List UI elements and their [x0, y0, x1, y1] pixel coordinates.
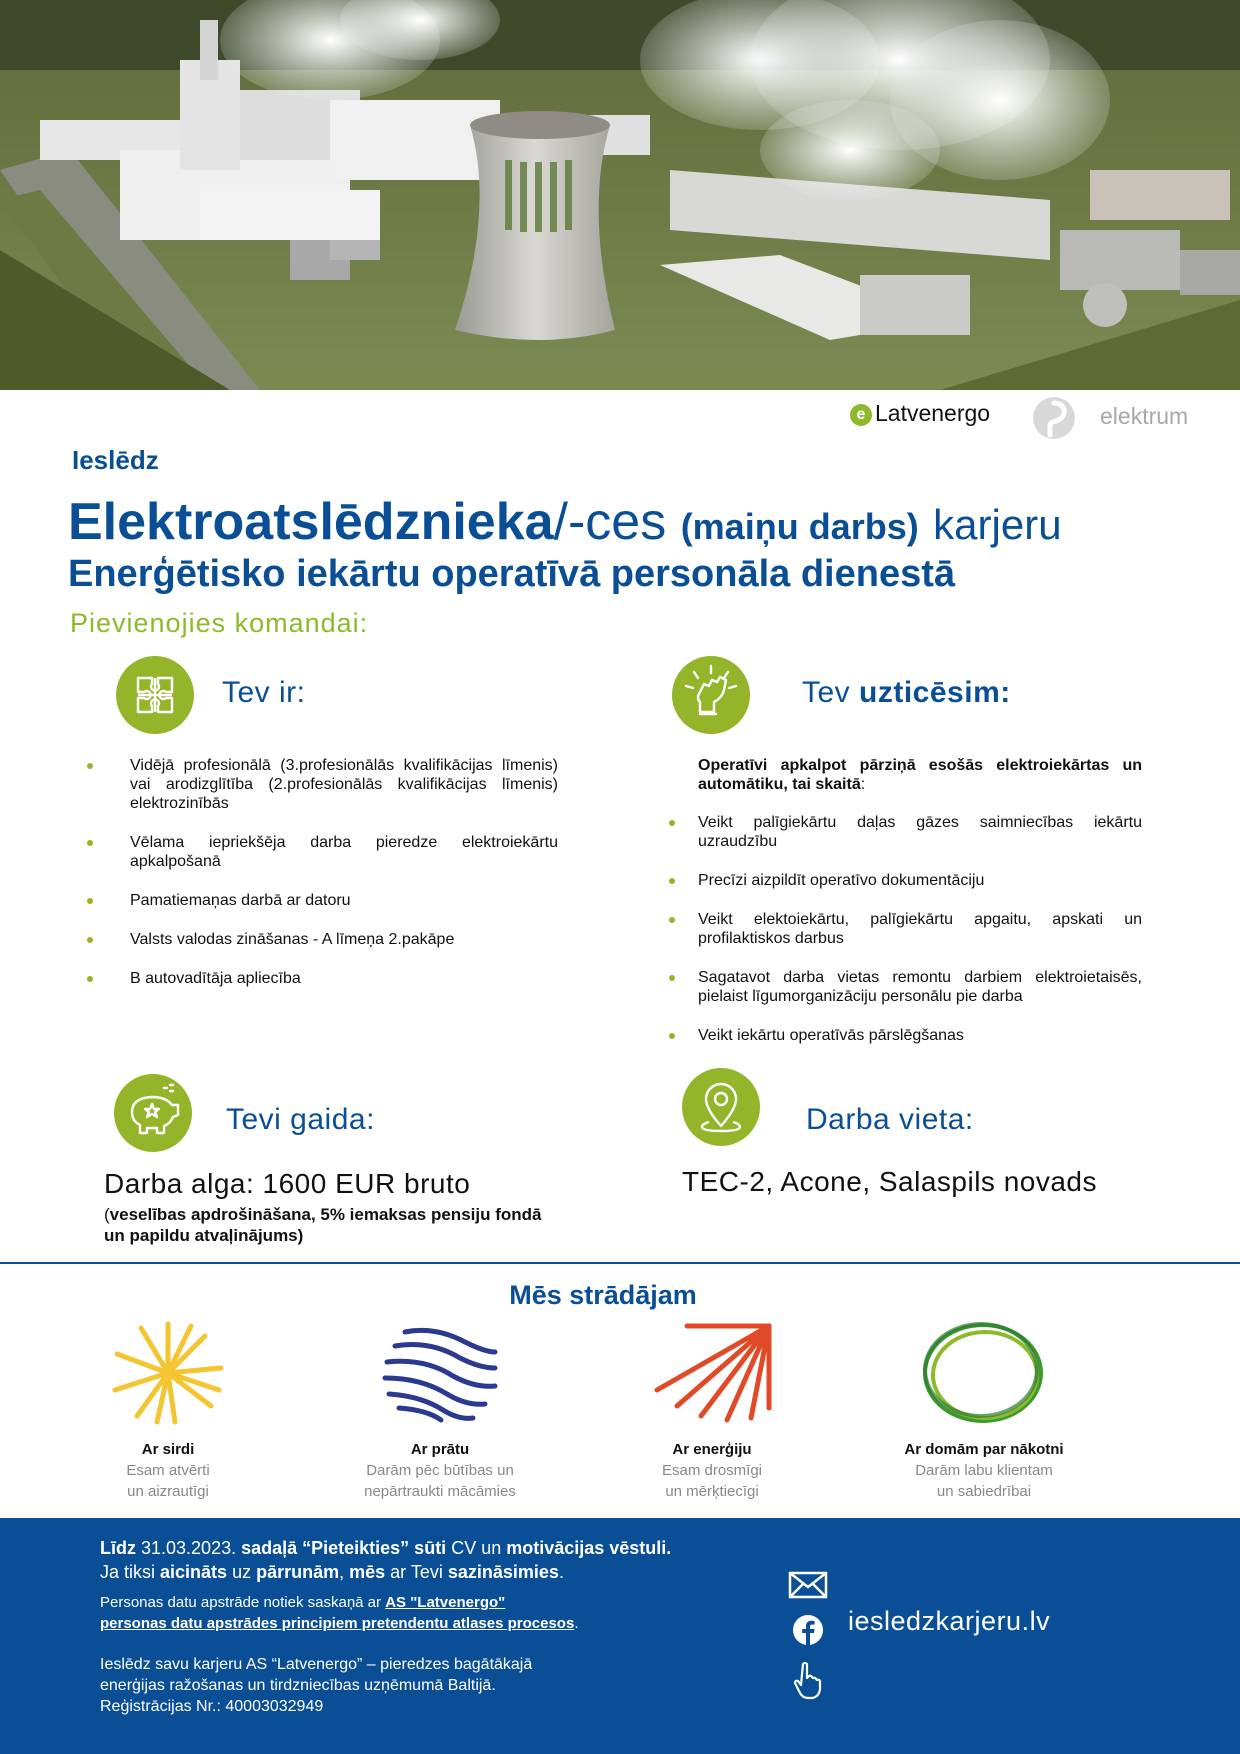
value-text: Esam atvērti — [126, 1462, 210, 1479]
privacy-link[interactable]: personas datu apstrādes principiem pretendentu atlases procesos — [100, 1615, 575, 1632]
partner-logos — [850, 395, 1210, 437]
section-divider — [0, 1262, 1240, 1264]
we-trust-list — [698, 813, 1142, 1065]
we-trust-title: Tev uzticēsim: — [802, 676, 1011, 709]
bullet-icon — [87, 976, 93, 982]
footer — [0, 1518, 1240, 1754]
value-heart — [48, 1318, 288, 1500]
you-have-list — [130, 756, 558, 1008]
puzzle-icon — [116, 656, 194, 734]
elektrum-logo — [1030, 395, 1189, 446]
latvenergo-logo-text: Latvenergo — [875, 400, 991, 426]
job-title — [68, 492, 1062, 552]
title-kicker: Ieslēdz — [72, 445, 159, 475]
bullet-icon — [87, 763, 93, 769]
location-pin-icon — [682, 1068, 760, 1146]
latvenergo-logo — [850, 400, 990, 427]
list-item: Veikt iekārtu operatīvās pārslēgšanas — [698, 1026, 1142, 1045]
privacy-link[interactable]: AS "Latvenergo" — [385, 1594, 506, 1611]
bullet-icon — [87, 840, 93, 846]
awaits-title: Tevi gaida: — [226, 1103, 375, 1136]
benefits-note: (veselības apdrošināšana, 5% iemaksas pensiju fondā un papildu atvaļinājums) — [104, 1205, 542, 1245]
waves-icon — [375, 1318, 505, 1428]
we-trust-intro: Operatīvi apkalpot pārziņā esošās elektroiekārtas un automātiku, tai skaitā: — [698, 757, 1142, 793]
facebook-icon[interactable] — [792, 1614, 824, 1651]
pointer-hand-icon[interactable] — [792, 1660, 824, 1705]
value-text: un mērķtiecīgi — [665, 1483, 759, 1500]
value-text: un sabiedrībai — [936, 1483, 1032, 1500]
list-item: Vidējā profesionālā (3.profesionālās kvalifikācijas līmenis) vai arodizglītība (2.profesionālās kvalifikācijas līmenis) elektrozinībās — [130, 756, 558, 813]
list-item: Veikt elektoiekārtu, palīgiekārtu apgaitu, apskati un profilaktiskos darbus — [698, 910, 1142, 948]
we-trust-title-bold: uzticēsim: — [859, 676, 1011, 709]
job-title-end: karjeru — [933, 501, 1062, 548]
value-text: Darām pēc būtības un — [366, 1462, 514, 1479]
privacy-notice: Personas datu apstrāde notiek saskaņā ar AS "Latvenergo" personas datu apstrādes principiem pretendentu atlases procesos. — [100, 1594, 579, 1632]
value-heading: Ar sirdi — [141, 1441, 195, 1458]
bullet-icon — [669, 917, 675, 923]
bullet-icon — [87, 937, 93, 943]
list-item: Vēlama iepriekšēja darba pieredze elektroiekārtu apkalpošanā — [130, 833, 558, 871]
job-title-shift: (maiņu darbs) — [680, 506, 919, 547]
piggy-bank-icon — [114, 1074, 192, 1152]
rings-icon — [919, 1318, 1049, 1428]
value-energy — [592, 1318, 832, 1500]
bullet-icon — [87, 898, 93, 904]
job-title-suffix: /-ces — [553, 493, 667, 551]
value-future — [864, 1318, 1104, 1500]
elektrum-mark-icon — [1030, 395, 1078, 441]
list-item: B autovadītāja apliecība — [130, 969, 558, 988]
sun-burst-icon — [103, 1318, 233, 1428]
application-instructions: Līdz 31.03.2023. sadaļā “Pieteikties” sūti CV un motivācijas vēstuli. Ja tiksi aicināts uz pārrunām, mēs ar Tevi sazināsimies. — [100, 1538, 672, 1582]
value-text: Darām labu klientam — [915, 1462, 1053, 1479]
list-item: Veikt palīgiekārtu daļas gāzes saimniecības iekārtu uzraudzību — [698, 813, 1142, 851]
value-heading: Ar domām par nākotni — [904, 1441, 1064, 1458]
department-title: Enerģētisko iekārtu operatīvā personāla dienestā — [68, 553, 956, 595]
rays-icon — [647, 1318, 777, 1428]
hero-image — [0, 0, 1240, 390]
website-link[interactable]: iesledzkarjeru.lv — [848, 1606, 1051, 1636]
join-team-subtitle: Pievienojies komandai: — [70, 608, 369, 638]
company-about: Ieslēdz savu karjeru AS “Latvenergo” – pieredzes bagātākajā enerģijas ražošanas un tirdzniecības uzņēmumā Baltijā. Reģistrācijas Nr.: 40003032949 — [100, 1656, 533, 1715]
bullet-icon — [669, 820, 675, 826]
elektrum-logo-text: elektrum — [1100, 403, 1189, 429]
list-item: Pamatiemaņas darbā ar datoru — [130, 891, 558, 910]
mail-icon[interactable] — [788, 1570, 828, 1605]
benefits-line2: un papildu atvaļinājums) — [104, 1226, 304, 1245]
value-text: un aizrautīgi — [127, 1483, 209, 1500]
value-text: Esam drosmīgi — [661, 1462, 763, 1479]
list-item: Precīzi aizpildīt operatīvo dokumentāciju — [698, 871, 1142, 890]
value-mind — [320, 1318, 560, 1500]
latvenergo-mark-icon: e — [850, 404, 872, 426]
workplace-location: TEC-2, Acone, Salaspils novads — [682, 1166, 1097, 1197]
benefits-line1: veselības apdrošināšana, 5% iemaksas pensiju fondā — [109, 1205, 542, 1224]
you-have-title: Tev ir: — [222, 676, 306, 709]
values-title: Mēs strādājam — [509, 1280, 697, 1310]
bullet-icon — [669, 878, 675, 884]
list-item: Sagatavot darba vietas remontu darbiem elektroietaisēs, pielaist līgumorganizāciju personālu pie darba — [698, 968, 1142, 1006]
bullet-icon — [669, 975, 675, 981]
list-item: Valsts valodas zināšanas - A līmeņa 2.pakāpe — [130, 930, 558, 949]
salary-text: Darba alga: 1600 EUR bruto — [104, 1168, 471, 1199]
value-heading: Ar prātu — [410, 1441, 470, 1458]
raised-fist-icon — [672, 656, 750, 734]
job-title-main: Elektroatslēdznieka — [68, 493, 554, 551]
workplace-title: Darba vieta: — [806, 1103, 974, 1136]
value-heading: Ar enerģiju — [672, 1441, 752, 1458]
value-text: nepārtraukti mācāmies — [364, 1483, 516, 1500]
bullet-icon — [669, 1033, 675, 1039]
